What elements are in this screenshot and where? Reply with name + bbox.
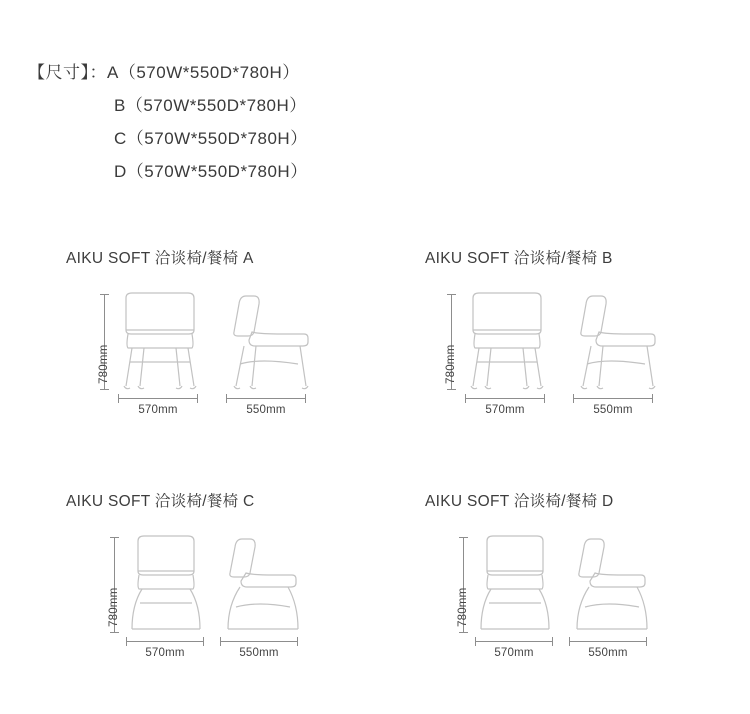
width-dimension-bar-front bbox=[118, 398, 198, 399]
chair-title-b: AIKU SOFT 洽谈椅/餐椅 B bbox=[425, 250, 613, 267]
depth-dimension-label-side: 550mm bbox=[588, 647, 628, 659]
chair-figure-d bbox=[375, 529, 750, 689]
chair-cell-d bbox=[375, 471, 750, 714]
depth-dimension-bar-side bbox=[226, 398, 306, 399]
depth-dimension-bar-side bbox=[220, 641, 298, 642]
depth-dimension-label-side: 550mm bbox=[246, 404, 286, 416]
chair-title-a: AIKU SOFT 洽谈椅/餐椅 A bbox=[66, 250, 254, 267]
chair-side-view-icon bbox=[216, 529, 306, 641]
chair-cell-b bbox=[375, 228, 750, 471]
chair-front-view-icon bbox=[110, 286, 210, 398]
chair-side-view-icon bbox=[569, 286, 661, 398]
height-dimension-label: 780mm bbox=[445, 344, 457, 384]
width-dimension-bar-front bbox=[475, 641, 553, 642]
depth-dimension-label-side: 550mm bbox=[593, 404, 633, 416]
spec-line-b bbox=[28, 89, 308, 122]
chair-side-view-icon bbox=[222, 286, 314, 398]
grid-row bbox=[0, 228, 750, 471]
spec-value-b: （570W*550D*780H） bbox=[125, 96, 307, 115]
grid-row bbox=[0, 471, 750, 714]
chair-figure-c bbox=[0, 529, 375, 689]
chair-front-view-icon bbox=[457, 286, 557, 398]
spec-key-a: A bbox=[107, 63, 119, 82]
chair-figure-b bbox=[375, 286, 750, 446]
chair-side-view-icon bbox=[565, 529, 655, 641]
chair-title-d: AIKU SOFT 洽谈椅/餐椅 D bbox=[425, 493, 614, 510]
spec-key-c: C bbox=[114, 129, 127, 148]
spec-line-a bbox=[28, 56, 308, 89]
depth-dimension-label-side: 550mm bbox=[239, 647, 279, 659]
chair-front-view-icon bbox=[469, 529, 559, 641]
chair-front-view-icon bbox=[120, 529, 210, 641]
height-dimension-label: 780mm bbox=[457, 587, 469, 627]
dimension-spec-block bbox=[28, 56, 308, 188]
chair-figure-a bbox=[0, 286, 375, 446]
spec-line-d bbox=[28, 155, 308, 188]
width-dimension-label-front: 570mm bbox=[485, 404, 525, 416]
spec-key-b: B bbox=[114, 96, 126, 115]
spec-label: 【尺寸】： bbox=[28, 63, 107, 82]
width-dimension-bar-front bbox=[465, 398, 545, 399]
width-dimension-label-front: 570mm bbox=[145, 647, 185, 659]
chair-title-c: AIKU SOFT 洽谈椅/餐椅 C bbox=[66, 493, 255, 510]
depth-dimension-bar-side bbox=[569, 641, 647, 642]
chair-cell-c bbox=[0, 471, 375, 714]
depth-dimension-bar-side bbox=[573, 398, 653, 399]
width-dimension-label-front: 570mm bbox=[138, 404, 178, 416]
spec-line-c bbox=[28, 122, 308, 155]
spec-value-c: （570W*550D*780H） bbox=[126, 129, 308, 148]
width-dimension-bar-front bbox=[126, 641, 204, 642]
chair-cell-a bbox=[0, 228, 375, 471]
spec-value-a: （570W*550D*780H） bbox=[118, 63, 300, 82]
width-dimension-label-front: 570mm bbox=[494, 647, 534, 659]
spec-key-d: D bbox=[114, 162, 127, 181]
height-dimension-label: 780mm bbox=[98, 344, 110, 384]
spec-value-d: （570W*550D*780H） bbox=[126, 162, 308, 181]
chair-variant-grid bbox=[0, 228, 750, 714]
height-dimension-label: 780mm bbox=[108, 587, 120, 627]
